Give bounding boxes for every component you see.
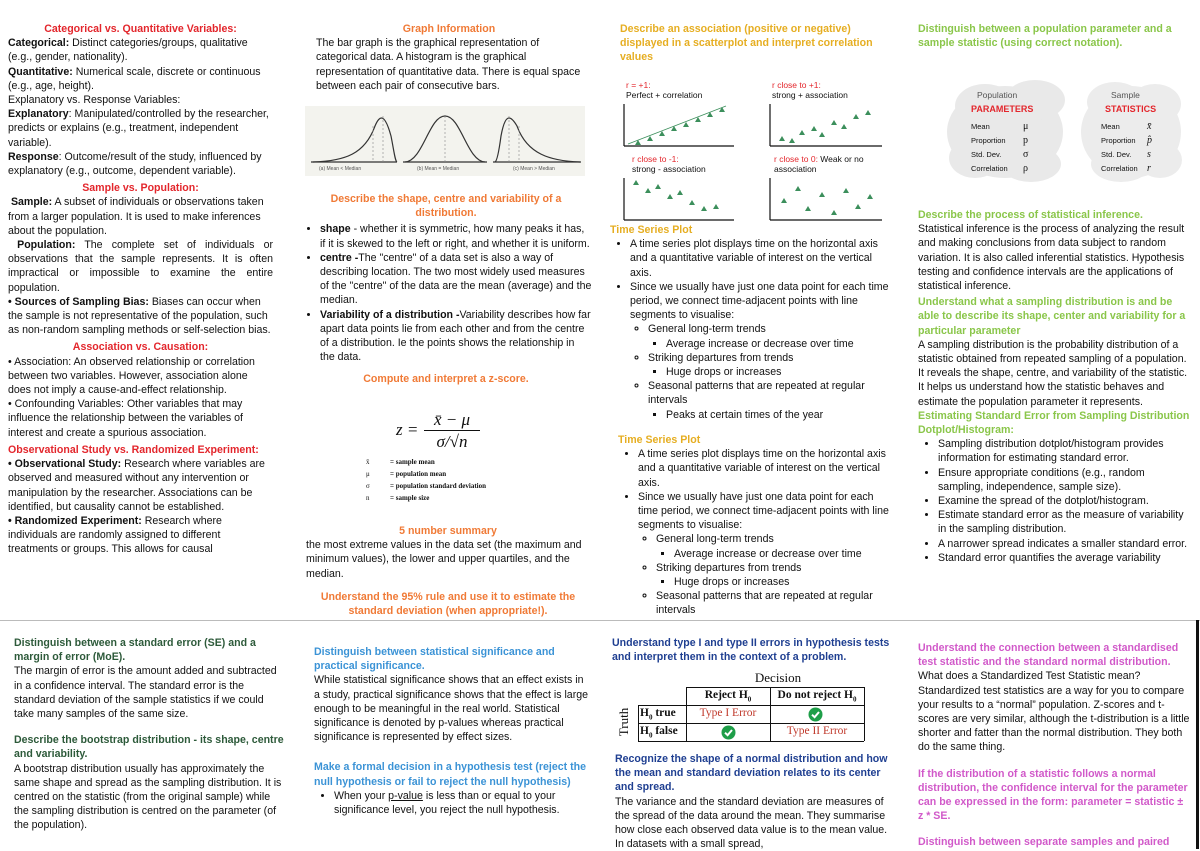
fraction-bar xyxy=(424,430,480,431)
section-divider xyxy=(0,620,1200,621)
heading-significance: Distinguish between statistical significance and practical significance. xyxy=(314,646,555,673)
col3-normal: Recognize the shape of a normal distribution and how the mean and standard deviation relates to its center and spread. The variance and the standard deviation are measures of the spread of the data around the mean. They summarise how close each observed data value is to the mean value. In datasets with a small spread, xyxy=(615,752,893,851)
parameter-statistic-cloud: Population PARAMETERS Sample STATISTICS Mean μ Proportion p Std. Dev. σ Correlation ρ Mean x̄ Proportion p̂ Std. Dev. s Correlation r xyxy=(945,76,1185,186)
heading-association: Association vs. Causation: xyxy=(72,341,209,354)
heading-time-series-1: Time Series Plot xyxy=(610,224,693,236)
heading-normal-distribution: Recognize the shape of a normal distribution and how the mean and standard deviation relates to its center and spread. xyxy=(615,753,888,794)
subheading-explanatory: Explanatory vs. Response Variables: xyxy=(8,94,181,107)
heading-graph-info: Graph Information xyxy=(402,23,496,35)
decision-table: Decision Truth Reject $H_0$ Do not reject $H_0$ $H_0$ true $H_0$ false Type I Error Type II Error xyxy=(620,670,870,746)
col1-top: Categorical vs. Quantitative Variables: Categorical: Distinct categories/groups, qualitative (e.g., gender, nationality). Quantitative: Numerical scale, discrete or continuous (e.g., age, height). Explanatory vs. Response Variables: Explanatory: Manipulated/controlled by the researcher, predicts or explains (e.g., treatment, independent variable). Response: Outcome/result of the study, influenced by explanatory (e.g., outcome, dependent variable). Sample vs. Population: Sample: A subset of individuals or observations taken from a larger population. It is used to make inferences about the population. Population: The complete set of individuals or observations that the sample represents. It is often impractical or impossible to examine the entire population. • Sources of Sampling Bias: Biases can occur when the sample is not representative of the population, such as non-random sampling methods or self-selection bias. Association vs. Causation: • Association: An observed relationship or correlation between two variables. However, association alone does not imply a cause-and-effect relationship. • Confounding Variables: Other variables that may influence the relationship between the variables of interest and create a spurious association. Observational Study vs. Randomized Experiment: • Observational Study: Research where variables are observed and measured without any intervention or manipulation by the researcher. Associations can be identified, but causality cannot be established. • Randomized Experiment: Research where individuals are randomly assigned to different treatments or groups. This allows for causal xyxy=(8,23,273,556)
heading-type-errors: Understand type I and type II errors in hypothesis tests and interpret them in the context of a problem. xyxy=(612,637,890,664)
check-icon xyxy=(808,707,823,722)
heading-se-moe: Distinguish between a standard error (SE) and a margin of error (MoE). xyxy=(14,637,256,664)
zscore-legend: x̄ = sample mean μ = population mean σ = population standard deviation n = sample size xyxy=(366,458,486,502)
scatterplot-r-plus1: r = +1: Perfect + correlation xyxy=(618,80,738,148)
heading-association-scatter: Describe an association (positive or negative) displayed in a scatterplot and interpret correlation values xyxy=(620,23,873,64)
heading-zscore: Compute and interpret a z-score. xyxy=(363,373,529,386)
zscore-formula: z = x̄ − μ σ/√n xyxy=(396,410,516,452)
col2-shape: Describe the shape, centre and variability of a distribution. • shape - whether it is symmetric, how many peaks it has, if it is skewed to the left or right, and whether it is uniform. • centre -The "centre" of a data set is also a way of describing location. The two most widely used measures of the "centre" of the data are the mean (average) and the median. • Variability of a distribution -Variability describes how far apart data points lie from each other and from the centre of a distribution. Ie the points shows the relationship in the data. Compute and interpret a z-score. xyxy=(300,192,592,387)
heading-95-rule: Understand the 95% rule and use it to estimate the standard deviation (when appropriate!). xyxy=(320,590,576,618)
skew-distribution-figure: (a) Mean < Median (b) Mean = Median (c) Mean > Median xyxy=(305,106,585,176)
col3-bottom xyxy=(612,636,892,664)
heading-parameter-statistic: Distinguish between a population parameter and a sample statistic (using correct notation). xyxy=(918,23,1172,50)
col1-bottom: Distinguish between a standard error (SE) and a margin of error (MoE). The margin of error is the amount added and subtracted in a confidence interval. The standard error is the standard deviation of the sample statistics if we could take many samples of the same size. Describe the bootstrap distribution - its shape, centre and variability. A bootstrap distribution usually has approximately the same shape and spread as the sampling distribution. It is centred on the statistic (from the original sample) while the sampling distribution is centred on the parameter (of the population). xyxy=(14,637,284,832)
heading-confidence-interval: If the distribution of a statistic follows a normal distribution, the confidence interval for the parameter can be expressed in the form: parameter = statistic ± z * SE. xyxy=(918,767,1188,823)
col2-top: Graph Information The bar graph is the graphical representation of categorical data. A histogram is the graphical representation of quantitative data. There is equal space between each pair of consecutive bars. xyxy=(308,22,590,93)
col3-timeseries-1: Time Series Plot • A time series plot displays time on the horizontal axis and a quantitative variable of interest on the vertical axis. • Since we usually have just one data point for each time period, we connect time-adjacent points with line segments to visualise: ◦ General long-term trends ▪ Average increase or decrease over time ◦ Striking departures from trends ▪ Huge drops or increases ◦ Seasonal patterns that are repeated at regular intervals ▪ Peaks at certain times of the year xyxy=(610,223,894,422)
heading-categorical: Categorical vs. Quantitative Variables: xyxy=(44,23,237,35)
heading-observational: Observational Study vs. Randomized Experiment: xyxy=(8,443,259,456)
heading-sample-population: Sample vs. Population: xyxy=(82,182,199,195)
right-skew-curve xyxy=(495,118,580,162)
heading-standardised-statistic: Understand the connection between a standardised test statistic and the standard normal distribution. xyxy=(918,642,1179,669)
col2-bottom: Distinguish between statistical significance and practical significance. While statistical significance shows that an effect exists in a study, practical significance shows that the effect is large enough to be meaningful in the real world. Statistical significance is denoted by p-values whereas practical significance is represented by effect sizes. Make a formal decision in a hypothesis test (reject the null hypothesis or fail to reject the null hypothesis) • When your p-value is less than or equal to your significance level, you reject the null hypothesis. xyxy=(314,645,592,817)
heading-inference: Describe the process of statistical inference. xyxy=(918,209,1143,221)
heading-5-number: 5 number summary xyxy=(399,525,497,537)
symmetric-curve xyxy=(405,116,485,162)
col4-top xyxy=(918,22,1190,50)
heading-bootstrap: Describe the bootstrap distribution - its shape, centre and variability. xyxy=(14,734,284,761)
left-skew-curve xyxy=(313,118,397,162)
col2-5num: 5 number summary the most extreme values in the data set (the maximum and minimum values), the lower and upper quartiles, and the median. Understand the 95% rule and use it to estimate the standard deviation (when appropriate!). xyxy=(306,524,590,618)
heading-separate-paired: Distinguish between separate samples and paired xyxy=(918,836,1170,849)
scatterplot-r-close-0: r close to 0: Weak or no association xyxy=(764,154,888,222)
col3-timeseries-2: Time Series Plot • A time series plot displays time on the horizontal axis and a quantitative variable of interest on the vertical axis. • Since we usually have just one data point for each time period, we connect time-adjacent points with line segments to visualise: ◦ General long-term trends ▪ Average increase or decrease over time ◦ Striking departures from trends ▪ Huge drops or increases ◦ Seasonal patterns that are repeated at regular intervals xyxy=(618,433,894,618)
col4-bottom: Understand the connection between a standardised test statistic and the standard normal distribution. What does a Standardized Test Statistic mean? Standardized test statistics are a way for you to compare your results to a “normal” population. Z-scores and t-scores are very similar, although the t-distribution is a little shorter and fatter than the normal distribution. They both do the same thing. If the distribution of a statistic follows a normal distribution, the confidence interval for the parameter can be expressed in the form: parameter = statistic ± z * SE. Distinguish between separate samples and paired xyxy=(918,642,1190,849)
col4-inference: Describe the process of statistical inference. Statistical inference is the process of analyzing the result and making conclusions from data subject to random variation. It is also called inferential statistics. Hypothesis testing and confidence intervals are the applications of statistical inference. Understand what a sampling distribution is and be able to describe its shape, center and variability for a particular parameter A sampling distribution is the probability distribution of a statistic obtained from repeated sampling of a population. It reveals the shape, centre, and variability of the statistic. It helps us understand how the statistic behaves and estimate the population parameter it represents. Estimating Standard Error from Sampling Distribution Dotplot/Histogram: • Sampling distribution dotplot/histogram provides information for estimating standard error. • Ensure appropriate conditions (e.g., random sampling, independence, sample size). • Examine the spread of the dotplot/histogram. • Estimate standard error as the measure of variability in the sampling distribution. • A narrower spread indicates a smaller standard error. • Standard error quantifies the average variability xyxy=(918,208,1190,565)
heading-formal-decision: Make a formal decision in a hypothesis test (reject the null hypothesis or fail to reject the null hypothesis) xyxy=(314,761,586,788)
scatterplot-grid xyxy=(618,80,890,220)
right-border xyxy=(1196,620,1199,849)
scatterplot-r-close-minus1: r close to -1: strong - association xyxy=(618,154,738,222)
heading-time-series-2: Time Series Plot xyxy=(618,434,701,446)
col3-top xyxy=(620,22,892,65)
heading-shape-centre: Describe the shape, centre and variability of a distribution. xyxy=(330,193,562,220)
scatterplot-r-close-plus1: r close to +1: strong + association xyxy=(764,80,888,148)
heading-estimating-se: Estimating Standard Error from Sampling Distribution Dotplot/Histogram: xyxy=(918,409,1190,437)
heading-sampling-distribution: Understand what a sampling distribution is and be able to describe its shape, center and variability for a particular parameter xyxy=(918,296,1186,337)
check-icon xyxy=(721,725,736,740)
